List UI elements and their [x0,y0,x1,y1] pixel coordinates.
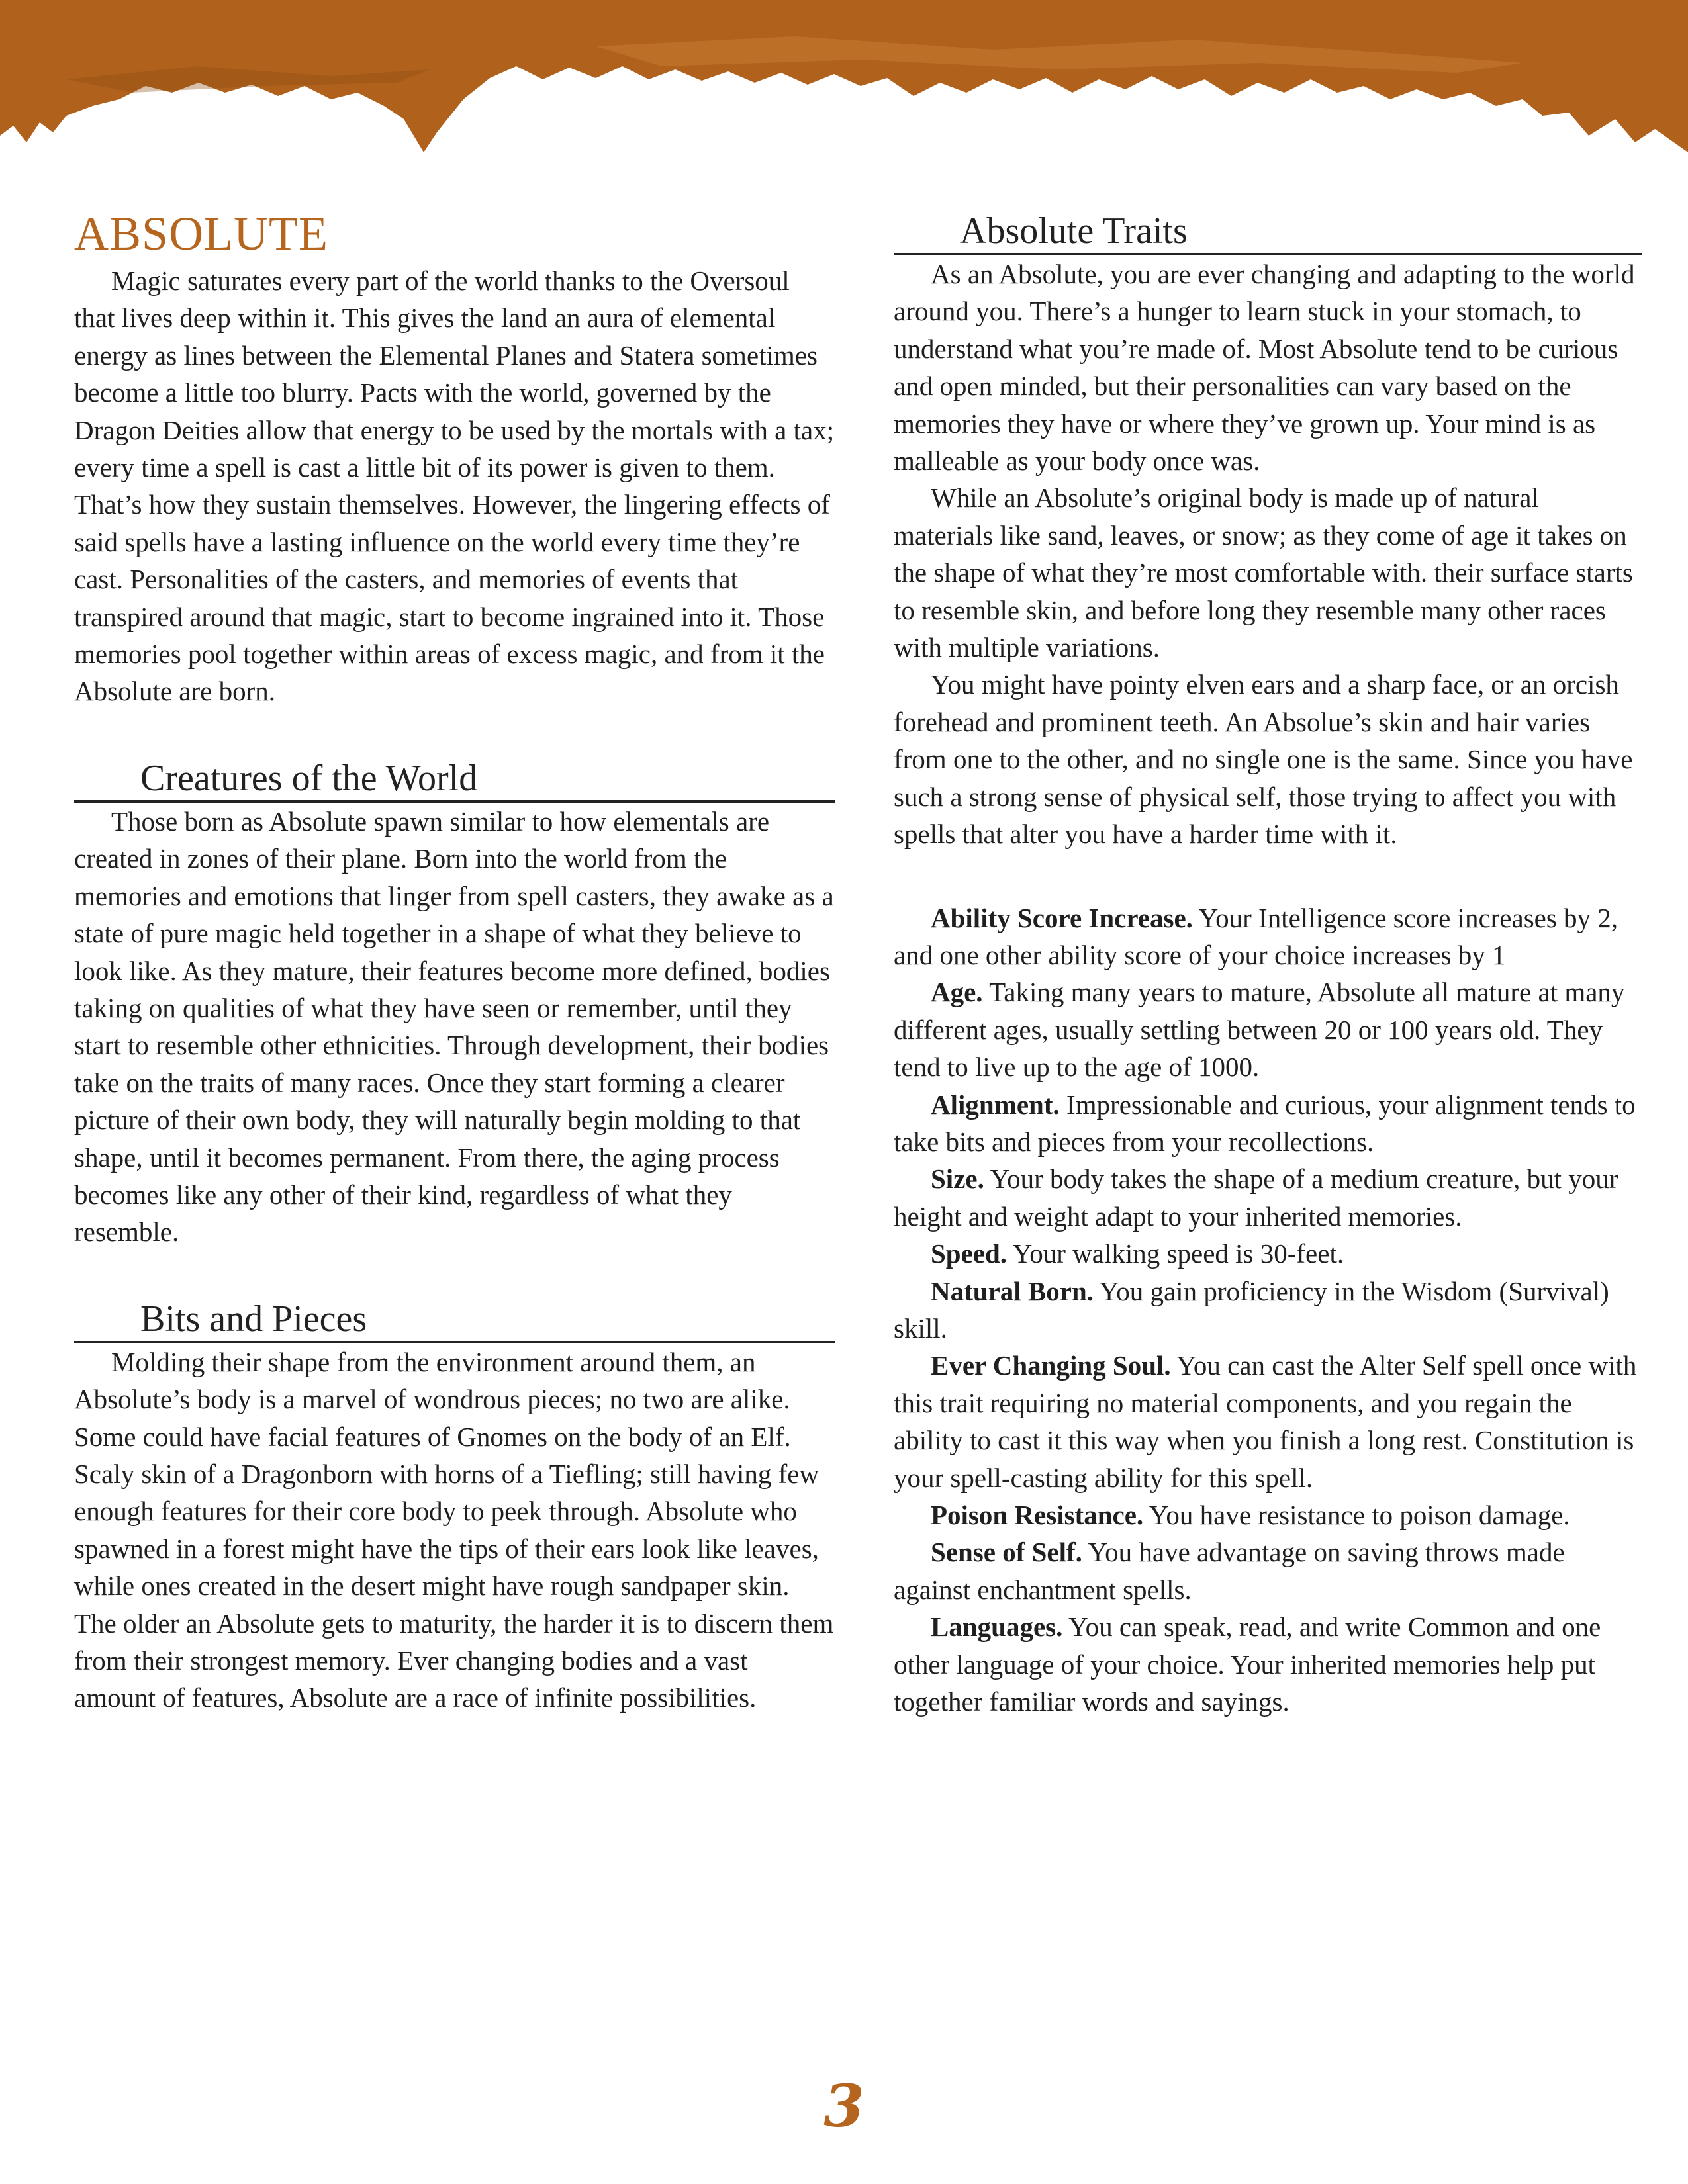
trait-name: Languages. [931,1612,1063,1643]
trait-item [894,899,1642,974]
trait-text: You gain proficiency in the Wisdom (Survival) skill. [894,1275,1609,1343]
trait-text: You have advantage on saving throws made against enchantment spells. [894,1537,1565,1605]
right-column [894,199,1642,1720]
traits-paragraph-1: As an Absolute, you are ever changing and adapting to the world around you. There’s a hunger to learn stuck in your stomach, to understand what you’re made of. Most Absolute tend to be curious and open minded, but their personalities can vary based on the memories they have or where they’ve grown up. Your mind is as malleable as your body once was. [894,259,1635,477]
trait-item [894,1086,1642,1161]
trait-item [894,1347,1642,1496]
trait-item [894,1273,1642,1347]
traits-heading: Absolute Traits [894,209,1642,255]
left-column [74,199,835,1717]
trait-name: Ability Score Increase. [931,902,1193,933]
trait-name: Alignment. [931,1089,1060,1120]
trait-name: Age. [931,977,983,1008]
bits-paragraph: Molding their shape from the environment around them, an Absolute’s body is a marvel of wondrous pieces; no two are alike. Some could have facial features of Gnomes on the body of an Elf. Scaly skin of a Dragonborn with horns of a Tiefling; still having few enough features for their core body to peek through. Absolute who spawned in a forest might have the tips of their ears look like leaves, while ones created in the desert might have rough sandpaper skin. The older an Absolute gets to maturity, the harder it is to discern them from their strongest memory. Ever changing bodies and a vast amount of features, Absolute are a race of infinite possibilities. [74,1346,834,1713]
trait-name: Natural Born. [931,1275,1094,1306]
traits-paragraph-3: You might have pointy elven ears and a sharp face, or an orcish forehead and prominent teeth. An Absolue’s skin and hair varies from one to the other, and no single one is the same. Since you have such a strong sense of physical self, those trying to affect you with spells that alter you have a harder time with it. [894,669,1633,850]
trait-text: Your walking speed is 30-feet. [1007,1238,1344,1269]
creatures-paragraph: Those born as Absolute spawn similar to how elementals are created in zones of their plane. Born into the world from the memories and emotions that linger from spell casters, they awake as a state of pure magic held together in a shape of what they believe to look like. As they mature, their features become more defined, bodies taking on qualities of what they have seen or remember, until they start to resemble other ethnicities. Through development, their bodies take on the traits of many races. Once they start forming a clearer picture of their own body, they will naturally begin molding to that shape, until it becomes permanent. From there, the aging process becomes like any other of their kind, regardless of what they resemble. [74,805,834,1248]
page-number: 3 [823,2071,865,2140]
trait-text: You have resistance to poison damage. [1143,1500,1570,1530]
trait-text: You can cast the Alter Self spell once with this trait requiring no material components, and you regain the ability to cast it this way when you finish a long rest. Constitution is your spell-casting ability for this spell. [894,1350,1637,1493]
trait-item [894,974,1642,1085]
trait-name: Ever Changing Soul. [931,1350,1171,1381]
trait-text: Your body takes the shape of a medium creature, but your height and weight adapt to your inherited memories. [894,1163,1618,1232]
bits-heading: Bits and Pieces [74,1297,835,1343]
trait-item [894,1160,1642,1235]
trait-text: Taking many years to mature, Absolute all mature at many different ages, usually settling between 20 or 100 years old. They tend to live up to the age of 1000. [894,977,1625,1083]
trait-item [894,1533,1642,1608]
trait-name: Sense of Self. [931,1537,1082,1568]
trait-text: You can speak, read, and write Common and one other language of your choice. Your inherited memories help put together familiar words and sayings. [894,1612,1601,1717]
page-title: ABSOLUTE [74,207,328,260]
header-banner [0,0,1688,159]
trait-text: Impressionable and curious, your alignment tends to take bits and pieces from your recollections. [894,1089,1636,1157]
trait-name: Speed. [931,1238,1008,1269]
trait-name: Poison Resistance. [931,1500,1144,1530]
intro-paragraph: Magic saturates every part of the world thanks to the Oversoul that lives deep within it. This gives the land an aura of elemental energy as lines between the Elemental Planes and Statera sometimes become a little too blurry. Pacts with the world, governed by the Dragon Deities allow that energy to be used by the mortals with a tax; every time a spell is cast a little bit of its power is given to them. That’s how they sustain themselves. However, the lingering effects of said spells have a lasting influence on the world every time they’re cast. Personalities of the casters, and memories of events that transpired around that magic, start to become ingrained into it. Those memories pool together within areas of excess magic, and from it the Absolute are born. [74,265,835,707]
trait-text: Your Intelligence score increases by 2, and one other ability score of your choice increases by 1 [894,902,1618,970]
trait-item [894,1235,1642,1272]
trait-name: Size. [931,1163,984,1195]
traits-paragraph-2: While an Absolute’s original body is made up of natural materials like sand, leaves, or snow; as they come of age it takes on the shape of what they’re most comfortable with. their surface starts to resemble skin, and before long they resemble many other races with multiple variations. [894,482,1633,663]
trait-item [894,1496,1642,1533]
trait-item [894,1608,1642,1720]
creatures-heading: Creatures of the World [74,756,835,803]
